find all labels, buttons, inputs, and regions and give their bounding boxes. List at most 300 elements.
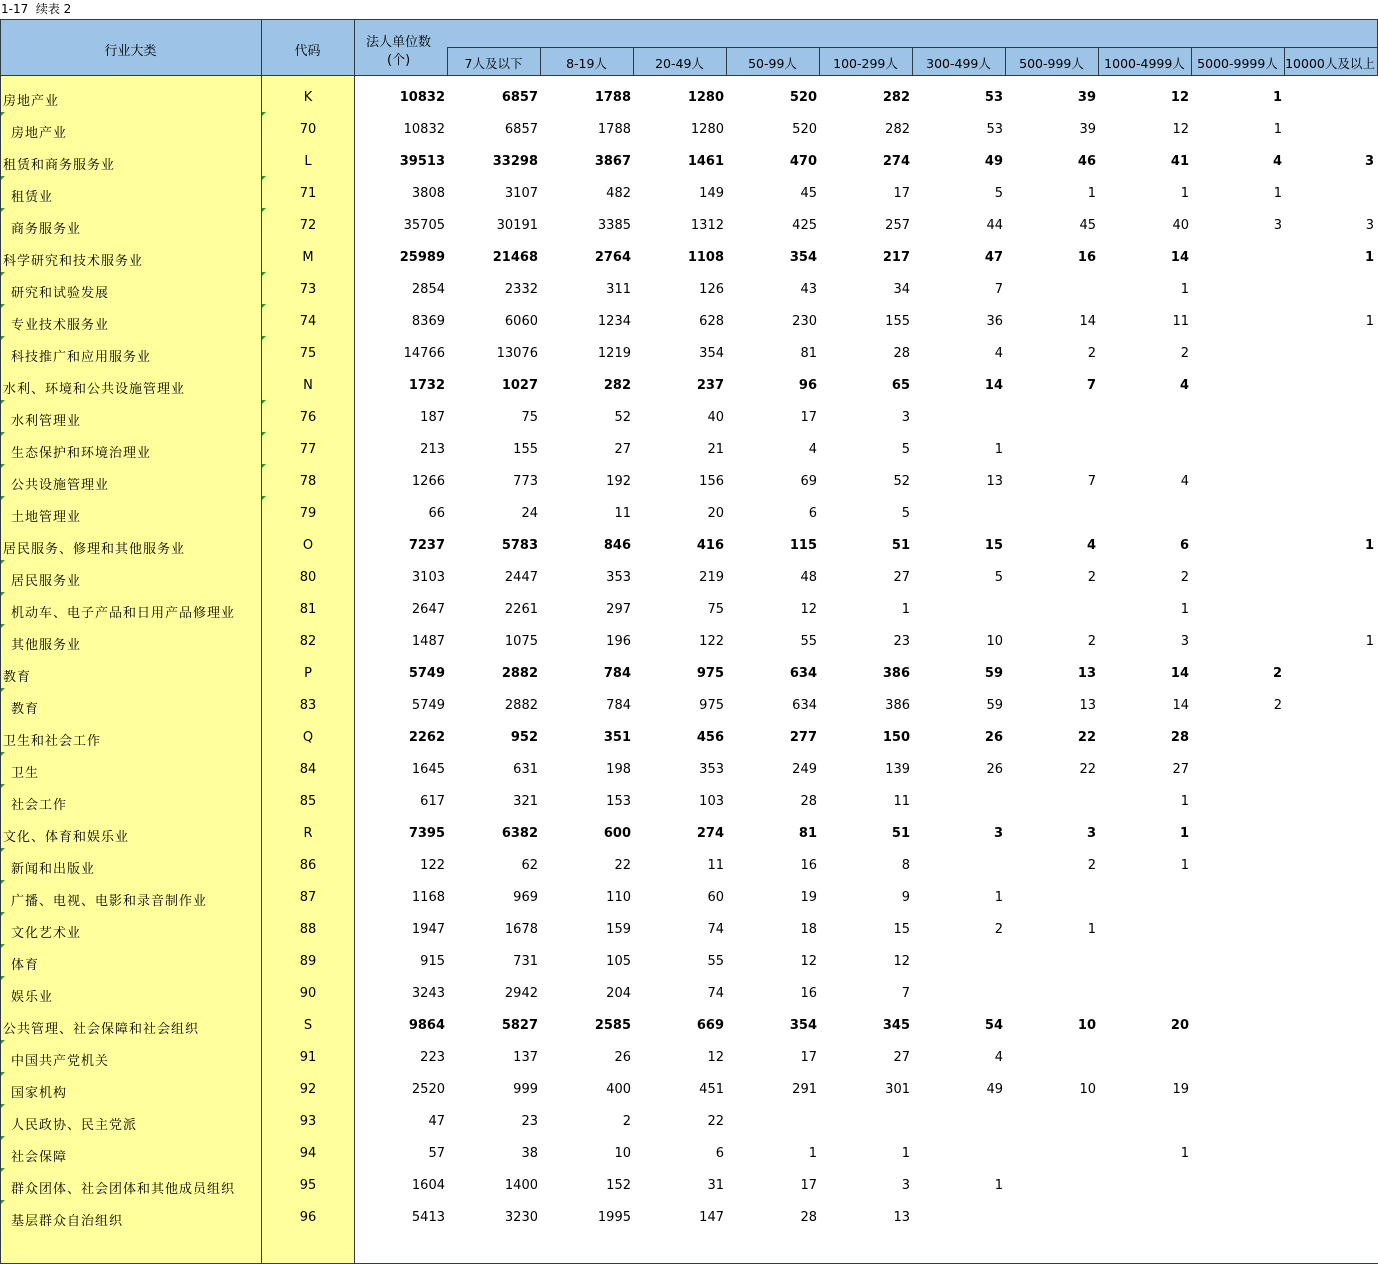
- total-count-cell: 39513: [399, 154, 445, 169]
- size-count-cell: 1788: [594, 90, 631, 105]
- size-count-cell: 11: [893, 794, 910, 809]
- table-row: [0, 944, 1378, 976]
- industry-code: M: [302, 250, 314, 265]
- industry-name: 公共设施管理业: [11, 478, 110, 493]
- size-count-cell: 354: [789, 250, 817, 265]
- size-count-cell: 731: [513, 954, 538, 969]
- cell-comment-marker: [1, 208, 5, 212]
- size-count-cell: 28: [893, 346, 910, 361]
- size-count-cell: 14: [1079, 314, 1096, 329]
- table-row: [0, 176, 1378, 208]
- cell-comment-marker: [262, 464, 266, 468]
- header-size-4: 50-99人: [748, 56, 797, 71]
- industry-name: 文化艺术业: [11, 926, 82, 941]
- size-count-cell: 20: [1170, 1018, 1189, 1033]
- size-count-cell: 49: [984, 154, 1003, 169]
- table-row: [0, 752, 1378, 784]
- total-count-cell: 3243: [411, 986, 445, 1001]
- size-count-cell: 62: [521, 858, 538, 873]
- industry-code: Q: [302, 730, 314, 745]
- size-count-cell: 2882: [504, 698, 538, 713]
- size-count-cell: 2: [1087, 346, 1096, 361]
- size-count-cell: 11: [614, 506, 631, 521]
- size-count-cell: 1: [1180, 186, 1189, 201]
- size-count-cell: 1: [1179, 826, 1189, 841]
- size-count-cell: 1280: [690, 122, 724, 137]
- size-count-cell: 22: [614, 858, 631, 873]
- size-count-cell: 55: [800, 634, 817, 649]
- size-count-cell: 6857: [504, 122, 538, 137]
- industry-name: 土地管理业: [11, 510, 82, 525]
- size-count-cell: 1: [1273, 122, 1282, 137]
- size-count-cell: 6: [808, 506, 817, 521]
- size-count-cell: 43: [800, 282, 817, 297]
- size-count-cell: 36: [986, 314, 1003, 329]
- table-row: [0, 976, 1378, 1008]
- size-count-cell: 52: [614, 410, 631, 425]
- size-count-cell: 4: [1086, 538, 1096, 553]
- industry-name: 娱乐业: [11, 990, 54, 1005]
- size-count-cell: 3: [901, 1178, 910, 1193]
- industry-name: 文化、体育和娱乐业: [3, 830, 130, 845]
- header-size-9: 5000-9999人: [1197, 56, 1278, 71]
- size-count-cell: 39: [1079, 122, 1096, 137]
- size-count-cell: 1: [901, 1146, 910, 1161]
- total-count-cell: 66: [428, 506, 445, 521]
- cell-comment-marker: [262, 496, 266, 500]
- size-count-cell: 12: [1170, 90, 1189, 105]
- size-count-cell: 196: [606, 634, 631, 649]
- industry-code: 94: [299, 1146, 317, 1161]
- size-count-cell: 386: [882, 666, 910, 681]
- size-count-cell: 74: [707, 922, 724, 937]
- size-count-cell: 600: [603, 826, 631, 841]
- size-count-cell: 2: [1087, 570, 1096, 585]
- table-row: [0, 304, 1378, 336]
- industry-name: 卫生: [11, 766, 40, 781]
- cell-comment-marker: [1, 752, 5, 756]
- size-count-cell: 451: [699, 1082, 724, 1097]
- table-row: [0, 496, 1378, 528]
- cell-comment-marker: [1, 400, 5, 404]
- size-count-cell: 1788: [597, 122, 631, 137]
- industry-code: 93: [299, 1114, 317, 1129]
- industry-code: O: [302, 538, 314, 553]
- industry-name: 机动车、电子产品和日用产品修理业: [11, 606, 236, 621]
- size-count-cell: 10: [614, 1146, 631, 1161]
- size-count-cell: 3: [1180, 634, 1189, 649]
- industry-name: 水利、环境和公共设施管理业: [3, 382, 186, 397]
- industry-name: 研究和试验发展: [11, 286, 110, 301]
- size-count-cell: 1234: [597, 314, 631, 329]
- size-count-cell: 15: [893, 922, 910, 937]
- header-total-label: 法人单位数: [366, 35, 432, 50]
- cell-comment-marker: [1, 624, 5, 628]
- size-count-cell: 5: [994, 570, 1003, 585]
- total-count-cell: 35705: [403, 218, 445, 233]
- total-count-cell: 10832: [399, 90, 445, 105]
- industry-name: 租赁业: [11, 190, 54, 205]
- cell-comment-marker: [1, 464, 5, 468]
- size-count-cell: 5: [901, 506, 910, 521]
- size-count-cell: 3230: [504, 1210, 538, 1225]
- size-count-cell: 26: [984, 730, 1003, 745]
- size-count-cell: 1: [901, 602, 910, 617]
- total-count-cell: 5749: [411, 698, 445, 713]
- size-count-cell: 1: [1364, 538, 1374, 553]
- size-count-cell: 23: [521, 1114, 538, 1129]
- industry-code: 72: [299, 218, 317, 233]
- header-industry: 行业大类: [104, 44, 157, 59]
- size-count-cell: 277: [789, 730, 817, 745]
- cell-comment-marker: [1, 880, 5, 884]
- size-count-cell: 152: [606, 1178, 631, 1193]
- size-count-cell: 14: [1172, 698, 1189, 713]
- industry-code: R: [303, 826, 313, 841]
- total-count-cell: 1266: [411, 474, 445, 489]
- size-count-cell: 2: [994, 922, 1003, 937]
- total-count-cell: 57: [428, 1146, 445, 1161]
- size-count-cell: 204: [606, 986, 631, 1001]
- industry-name: 居民服务、修理和其他服务业: [3, 542, 186, 557]
- size-count-cell: 28: [800, 1210, 817, 1225]
- size-count-cell: 3: [993, 826, 1003, 841]
- size-count-cell: 17: [800, 1050, 817, 1065]
- size-count-cell: 784: [603, 666, 631, 681]
- industry-code: 80: [299, 570, 317, 585]
- size-count-cell: 115: [789, 538, 817, 553]
- size-count-cell: 1: [1180, 1146, 1189, 1161]
- size-count-cell: 2447: [504, 570, 538, 585]
- size-count-cell: 628: [699, 314, 724, 329]
- header-size-8: 1000-4999人: [1104, 56, 1185, 71]
- table-row: [0, 784, 1378, 816]
- total-count-cell: 1645: [411, 762, 445, 777]
- size-count-cell: 4: [994, 346, 1003, 361]
- total-count-cell: 2647: [411, 602, 445, 617]
- size-count-cell: 155: [885, 314, 910, 329]
- table-row-major: [0, 240, 1378, 272]
- size-count-cell: 16: [1077, 250, 1096, 265]
- size-count-cell: 1280: [687, 90, 724, 105]
- industry-code: 90: [299, 986, 317, 1001]
- size-count-cell: 219: [699, 570, 724, 585]
- size-count-cell: 1995: [597, 1210, 631, 1225]
- size-count-cell: 74: [707, 986, 724, 1001]
- total-count-cell: 122: [420, 858, 445, 873]
- size-count-cell: 1: [1180, 794, 1189, 809]
- size-count-cell: 14: [984, 378, 1003, 393]
- size-count-cell: 1: [1180, 602, 1189, 617]
- industry-name: 广播、电视、电影和录音制作业: [11, 894, 208, 909]
- cell-comment-marker: [262, 176, 266, 180]
- size-count-cell: 2764: [594, 250, 631, 265]
- size-count-cell: 1: [994, 442, 1003, 457]
- size-count-cell: 12: [800, 954, 817, 969]
- industry-name: 租赁和商务服务业: [3, 158, 116, 173]
- size-count-cell: 2: [622, 1114, 631, 1129]
- size-count-cell: 257: [885, 218, 910, 233]
- industry-code: 83: [299, 698, 317, 713]
- size-count-cell: 353: [606, 570, 631, 585]
- grid-line: [0, 75, 1378, 76]
- total-count-cell: 3103: [411, 570, 445, 585]
- size-count-cell: 416: [696, 538, 724, 553]
- size-count-cell: 10: [1079, 1082, 1096, 1097]
- cell-comment-marker: [262, 304, 266, 308]
- size-count-cell: 14: [1170, 666, 1189, 681]
- cell-comment-marker: [262, 336, 266, 340]
- size-count-cell: 7: [994, 282, 1003, 297]
- table-row: [0, 400, 1378, 432]
- cell-comment-marker: [1, 304, 5, 308]
- size-count-cell: 3: [1364, 154, 1374, 169]
- size-count-cell: 27: [1172, 762, 1189, 777]
- table-row-major: [0, 816, 1378, 848]
- size-count-cell: 26: [614, 1050, 631, 1065]
- size-count-cell: 22: [1077, 730, 1096, 745]
- size-count-cell: 784: [606, 698, 631, 713]
- total-count-cell: 8369: [411, 314, 445, 329]
- size-count-cell: 1219: [597, 346, 631, 361]
- cell-comment-marker: [1, 272, 5, 276]
- size-count-cell: 149: [699, 186, 724, 201]
- industry-code: 78: [299, 474, 317, 489]
- total-count-cell: 2520: [411, 1082, 445, 1097]
- size-count-cell: 17: [893, 186, 910, 201]
- size-count-cell: 81: [798, 826, 817, 841]
- size-count-cell: 13: [986, 474, 1003, 489]
- total-count-cell: 1487: [411, 634, 445, 649]
- cell-comment-marker: [1, 1168, 5, 1172]
- size-count-cell: 21: [707, 442, 724, 457]
- cell-comment-marker: [262, 112, 266, 116]
- size-count-cell: 198: [606, 762, 631, 777]
- table-row: [0, 1200, 1378, 1232]
- table-row-major: [0, 1008, 1378, 1040]
- table-title: 1-17 续表 2: [1, 2, 72, 16]
- size-count-cell: 44: [986, 218, 1003, 233]
- industry-name: 基层群众自治组织: [11, 1214, 124, 1229]
- table-row: [0, 112, 1378, 144]
- size-count-cell: 1: [1180, 858, 1189, 873]
- size-count-cell: 54: [984, 1018, 1003, 1033]
- size-count-cell: 11: [707, 858, 724, 873]
- cell-comment-marker: [262, 432, 266, 436]
- industry-name: 生态保护和环境治理业: [11, 446, 152, 461]
- size-count-cell: 6382: [501, 826, 538, 841]
- cell-comment-marker: [1, 336, 5, 340]
- industry-name: 国家机构: [11, 1086, 68, 1101]
- size-count-cell: 27: [893, 570, 910, 585]
- size-count-cell: 975: [696, 666, 724, 681]
- industry-code: L: [304, 154, 312, 169]
- size-count-cell: 46: [1077, 154, 1096, 169]
- size-count-cell: 34: [893, 282, 910, 297]
- size-count-cell: 20: [707, 506, 724, 521]
- industry-name: 科学研究和技术服务业: [3, 254, 144, 269]
- industry-code: 88: [299, 922, 317, 937]
- size-count-cell: 22: [707, 1114, 724, 1129]
- industry-name: 新闻和出版业: [11, 862, 96, 877]
- size-count-cell: 155: [513, 442, 538, 457]
- size-count-cell: 16: [800, 858, 817, 873]
- size-count-cell: 6: [715, 1146, 724, 1161]
- size-count-cell: 40: [1172, 218, 1189, 233]
- size-count-cell: 31: [707, 1178, 724, 1193]
- size-count-cell: 5: [901, 442, 910, 457]
- industry-code: 76: [299, 410, 317, 425]
- table-row: [0, 688, 1378, 720]
- industry-name: 中国共产党机关: [11, 1054, 110, 1069]
- industry-code: S: [303, 1018, 313, 1033]
- industry-code: 92: [299, 1082, 317, 1097]
- size-count-cell: 3385: [597, 218, 631, 233]
- size-count-cell: 53: [986, 122, 1003, 137]
- table-row: [0, 208, 1378, 240]
- total-count-cell: 5413: [411, 1210, 445, 1225]
- industry-code: 75: [299, 346, 317, 361]
- size-count-cell: 45: [800, 186, 817, 201]
- size-count-cell: 122: [699, 634, 724, 649]
- header-total-unit: (个): [387, 53, 411, 68]
- size-count-cell: 13: [1077, 666, 1096, 681]
- industry-name: 社会工作: [11, 798, 68, 813]
- size-count-cell: 153: [606, 794, 631, 809]
- total-count-cell: 915: [420, 954, 445, 969]
- size-count-cell: 1678: [504, 922, 538, 937]
- size-count-cell: 952: [510, 730, 538, 745]
- cell-comment-marker: [1, 496, 5, 500]
- industry-name: 教育: [3, 670, 32, 685]
- size-count-cell: 33298: [492, 154, 538, 169]
- industry-name: 房地产业: [11, 126, 68, 141]
- size-count-cell: 12: [893, 954, 910, 969]
- size-count-cell: 274: [696, 826, 724, 841]
- size-count-cell: 230: [792, 314, 817, 329]
- size-count-cell: 41: [1170, 154, 1189, 169]
- industry-code: 87: [299, 890, 317, 905]
- table-row: [0, 624, 1378, 656]
- table-row: [0, 1040, 1378, 1072]
- total-count-cell: 47: [428, 1114, 445, 1129]
- size-count-cell: 482: [606, 186, 631, 201]
- total-count-cell: 1604: [411, 1178, 445, 1193]
- size-count-cell: 48: [800, 570, 817, 585]
- size-count-cell: 2: [1087, 634, 1096, 649]
- size-count-cell: 2942: [504, 986, 538, 1001]
- size-count-cell: 456: [696, 730, 724, 745]
- size-count-cell: 75: [707, 602, 724, 617]
- industry-code: 73: [299, 282, 317, 297]
- size-count-cell: 4: [808, 442, 817, 457]
- size-count-cell: 38: [521, 1146, 538, 1161]
- industry-code: K: [303, 90, 313, 105]
- total-count-cell: 3808: [411, 186, 445, 201]
- size-count-cell: 217: [882, 250, 910, 265]
- size-count-cell: 969: [513, 890, 538, 905]
- table-row: [0, 912, 1378, 944]
- size-count-cell: 1: [1365, 314, 1374, 329]
- cell-comment-marker: [1, 1136, 5, 1140]
- size-count-cell: 51: [891, 826, 910, 841]
- cell-comment-marker: [1, 688, 5, 692]
- size-count-cell: 24: [521, 506, 538, 521]
- size-count-cell: 282: [603, 378, 631, 393]
- size-count-cell: 3: [1086, 826, 1096, 841]
- size-count-cell: 3: [1273, 218, 1282, 233]
- size-count-cell: 19: [1172, 1082, 1189, 1097]
- size-count-cell: 999: [513, 1082, 538, 1097]
- size-count-cell: 137: [513, 1050, 538, 1065]
- table-row-major: [0, 656, 1378, 688]
- size-count-cell: 4: [994, 1050, 1003, 1065]
- cell-comment-marker: [1, 1072, 5, 1076]
- size-count-cell: 301: [885, 1082, 910, 1097]
- size-count-cell: 1: [1087, 922, 1096, 937]
- size-count-cell: 6060: [504, 314, 538, 329]
- size-count-cell: 69: [800, 474, 817, 489]
- size-count-cell: 274: [882, 154, 910, 169]
- size-count-cell: 110: [606, 890, 631, 905]
- total-count-cell: 5749: [408, 666, 445, 681]
- size-count-cell: 51: [891, 538, 910, 553]
- cell-comment-marker: [262, 208, 266, 212]
- size-count-cell: 1108: [687, 250, 724, 265]
- size-count-cell: 354: [789, 1018, 817, 1033]
- cell-comment-marker: [1, 1104, 5, 1108]
- table-row: [0, 880, 1378, 912]
- cell-comment-marker: [1, 112, 5, 116]
- size-count-cell: 1: [1364, 250, 1374, 265]
- size-count-cell: 27: [893, 1050, 910, 1065]
- size-count-cell: 10: [986, 634, 1003, 649]
- table-row-major: [0, 144, 1378, 176]
- size-count-cell: 150: [882, 730, 910, 745]
- cell-comment-marker: [1, 432, 5, 436]
- industry-code: 89: [299, 954, 317, 969]
- header-size-10: 10000人及以上: [1285, 56, 1375, 71]
- size-count-cell: 126: [699, 282, 724, 297]
- size-count-cell: 520: [789, 90, 817, 105]
- table-row-major: [0, 80, 1378, 112]
- total-count-cell: 213: [420, 442, 445, 457]
- size-count-cell: 2261: [504, 602, 538, 617]
- size-count-cell: 18: [800, 922, 817, 937]
- cell-comment-marker: [1, 592, 5, 596]
- size-count-cell: 156: [699, 474, 724, 489]
- table-row: [0, 560, 1378, 592]
- total-count-cell: 617: [420, 794, 445, 809]
- table-row: [0, 1168, 1378, 1200]
- size-count-cell: 400: [606, 1082, 631, 1097]
- size-count-cell: 2: [1272, 666, 1282, 681]
- industry-code: 96: [299, 1210, 317, 1225]
- size-count-cell: 192: [606, 474, 631, 489]
- industry-name: 社会保障: [11, 1150, 68, 1165]
- size-count-cell: 105: [606, 954, 631, 969]
- total-count-cell: 223: [420, 1050, 445, 1065]
- table-row: [0, 592, 1378, 624]
- size-count-cell: 773: [513, 474, 538, 489]
- size-count-cell: 1: [994, 1178, 1003, 1193]
- table-row: [0, 1136, 1378, 1168]
- size-count-cell: 631: [513, 762, 538, 777]
- size-count-cell: 45: [1079, 218, 1096, 233]
- industry-code: 91: [299, 1050, 317, 1065]
- industry-name: 人民政协、民主党派: [11, 1118, 138, 1133]
- size-count-cell: 1: [808, 1146, 817, 1161]
